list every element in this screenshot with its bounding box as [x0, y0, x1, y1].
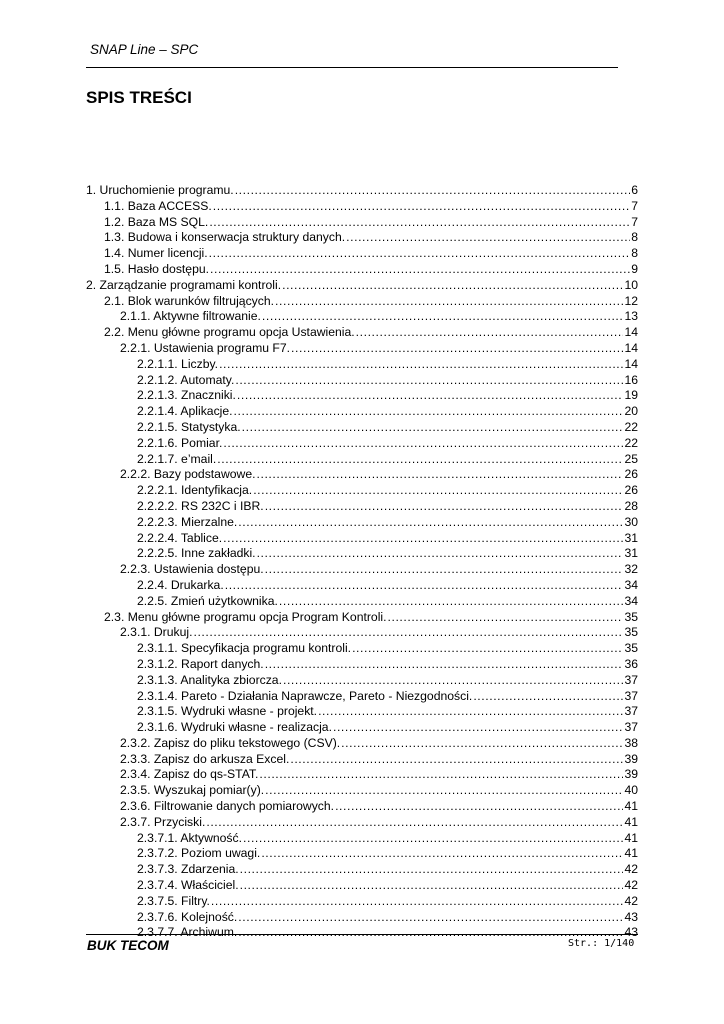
- toc-entry-title: 2.3.6. Filtrowanie danych pomiarowych.: [120, 799, 335, 814]
- toc-entry-page: 37: [624, 688, 638, 703]
- toc-entry[interactable]: [86, 783, 638, 799]
- toc-entry-page: 16: [624, 372, 638, 387]
- table-of-contents: [86, 183, 638, 941]
- toc-entry[interactable]: [86, 357, 638, 373]
- toc-dot-leader: [223, 531, 623, 547]
- toc-entry-title: 2.3.5. Wyszukaj pomiar(y).: [120, 783, 265, 798]
- toc-entry[interactable]: [86, 578, 638, 594]
- toc-dot-leader: [213, 199, 631, 215]
- toc-entry-title: 2.2.1.3. Znaczniki.: [137, 388, 236, 403]
- toc-entry-page: 42: [624, 862, 638, 877]
- toc-entry[interactable]: [86, 294, 638, 310]
- toc-entry-title: 1.2. Baza MS SQL.: [104, 214, 209, 229]
- toc-entry-page: 40: [624, 783, 638, 798]
- toc-dot-leader: [257, 467, 624, 483]
- toc-entry-title: 1. Uruchomienie programu.: [86, 183, 234, 197]
- toc-entry[interactable]: [86, 199, 638, 215]
- toc-entry-title: 1.4. Numer licencji.: [104, 246, 208, 261]
- toc-entry-page: 38: [624, 735, 638, 750]
- toc-entry-page: 35: [624, 609, 638, 624]
- toc-dot-leader: [318, 704, 623, 720]
- toc-entry-page: 37: [624, 720, 638, 735]
- toc-entry-page: 41: [624, 799, 638, 814]
- toc-entry-page: 39: [624, 751, 638, 766]
- toc-entry-page: 41: [624, 830, 638, 845]
- toc-entry-title: 1.3. Budowa i konserwacja struktury danych.: [104, 230, 346, 245]
- toc-entry[interactable]: [86, 862, 638, 878]
- toc-dot-leader: [211, 894, 624, 910]
- toc-dot-leader: [388, 610, 624, 626]
- toc-dot-leader: [473, 689, 623, 705]
- toc-entry-title: 2.2.5. Zmień użytkownika.: [137, 593, 278, 608]
- toc-dot-leader: [290, 752, 623, 768]
- toc-entry-page: 22: [624, 435, 638, 450]
- toc-entry-page: 31: [624, 546, 638, 561]
- toc-entry-page: 28: [624, 498, 638, 513]
- toc-entry-title: 2.3.7.4. Właściciel.: [137, 878, 239, 893]
- toc-entry-title: 2.1.1. Aktywne filtrowanie.: [120, 309, 261, 324]
- toc-entry-page: 22: [624, 419, 638, 434]
- toc-dot-leader: [240, 862, 624, 878]
- toc-dot-leader: [346, 230, 630, 246]
- toc-entry-title: 2.3.1.2. Raport danych.: [137, 656, 264, 671]
- toc-entry-title: 2.3.1.6. Wydruki własne - realizacja.: [137, 720, 332, 735]
- toc-entry-title: 2.2.2.5. Inne zakładki.: [137, 546, 256, 561]
- toc-dot-leader: [257, 546, 624, 562]
- toc-entry[interactable]: [86, 594, 638, 610]
- toc-entry[interactable]: [86, 215, 638, 231]
- toc-dot-leader: [219, 357, 623, 373]
- toc-entry-page: 14: [624, 340, 638, 355]
- toc-entry-title: 2.2.1.2. Automaty.: [137, 372, 235, 387]
- running-header-title: SNAP Line – SPC: [90, 42, 199, 57]
- toc-entry[interactable]: [86, 230, 638, 246]
- toc-entry-title: 2.2.1. Ustawienia programu F7.: [120, 340, 291, 355]
- toc-entry-page: 43: [624, 909, 638, 924]
- toc-dot-leader: [341, 736, 623, 752]
- toc-entry[interactable]: [86, 831, 638, 847]
- toc-entry[interactable]: [86, 689, 638, 705]
- toc-entry-page: 30: [624, 514, 638, 529]
- toc-dot-leader: [235, 183, 631, 199]
- toc-entry-page: 26: [624, 483, 638, 498]
- toc-entry-page: 14: [624, 356, 638, 371]
- toc-entry-title: 1.5. Hasło dostępu.: [104, 261, 210, 276]
- toc-dot-leader: [206, 815, 623, 831]
- toc-entry-title: 2.2.3. Ustawienia dostępu.: [120, 562, 264, 577]
- toc-dot-leader: [217, 452, 623, 468]
- toc-entry[interactable]: [86, 767, 638, 783]
- toc-dot-leader: [283, 673, 623, 689]
- toc-entry-page: 9: [631, 261, 638, 276]
- toc-entry[interactable]: [86, 373, 638, 389]
- toc-dot-leader: [225, 578, 624, 594]
- toc-dot-leader: [259, 767, 623, 783]
- toc-dot-leader: [238, 910, 623, 926]
- toc-entry-page: 6: [631, 183, 638, 197]
- toc-dot-leader: [253, 483, 623, 499]
- toc-entry-page: 12: [624, 293, 638, 308]
- toc-dot-leader: [352, 641, 623, 657]
- toc-entry-title: 2.2.1.6. Pomiar.: [137, 435, 223, 450]
- toc-dot-leader: [209, 246, 631, 262]
- toc-dot-leader: [265, 657, 624, 673]
- footer-company: BUK TECOM: [87, 938, 169, 953]
- toc-entry[interactable]: [86, 546, 638, 562]
- header-divider: [86, 67, 618, 68]
- toc-entry-title: 2.3.7. Przyciski.: [120, 814, 206, 829]
- toc-dot-leader: [333, 720, 623, 736]
- footer-divider: [86, 934, 638, 935]
- toc-entry-title: 2.3.7.1. Aktywność.: [137, 830, 243, 845]
- toc-entry[interactable]: [86, 625, 638, 641]
- toc-entry[interactable]: [86, 499, 638, 515]
- toc-entry-title: 2.2.2.1. Identyfikacja.: [137, 483, 253, 498]
- toc-entry[interactable]: [86, 325, 638, 341]
- toc-entry-title: 2.3.7.6. Kolejność.: [137, 909, 238, 924]
- toc-entry-title: 2.1. Blok warunków filtrujących.: [104, 293, 275, 308]
- toc-entry-title: 2.2.2. Bazy podstawowe.: [120, 467, 256, 482]
- toc-entry-title: 2.3.4. Zapisz do qs-STAT.: [120, 767, 259, 782]
- toc-entry-title: 2.3.3. Zapisz do arkusza Excel.: [120, 751, 290, 766]
- toc-entry-title: 2.3.1.5. Wydruki własne - projekt.: [137, 704, 318, 719]
- toc-entry-page: 35: [624, 641, 638, 656]
- toc-entry[interactable]: [86, 341, 638, 357]
- toc-entry[interactable]: [86, 657, 638, 673]
- toc-entry[interactable]: [86, 483, 638, 499]
- toc-entry-page: 39: [624, 767, 638, 782]
- toc-entry-title: 2.3.1. Drukuj.: [120, 625, 193, 640]
- toc-entry[interactable]: [86, 246, 638, 262]
- toc-entry[interactable]: [86, 720, 638, 736]
- toc-entry[interactable]: [86, 531, 638, 547]
- toc-entry-page: 31: [624, 530, 638, 545]
- toc-entry-title: 2.2.1.5. Statystyka.: [137, 419, 241, 434]
- page-title: SPIS TREŚCI: [86, 88, 192, 107]
- toc-entry[interactable]: [86, 878, 638, 894]
- toc-entry[interactable]: [86, 420, 638, 436]
- toc-dot-leader: [240, 878, 624, 894]
- toc-entry-title: 2.3.7.2. Poziom uwagi.: [137, 846, 261, 861]
- toc-entry-title: 2.2.1.7. e’mail.: [137, 451, 217, 466]
- toc-entry[interactable]: [86, 388, 638, 404]
- toc-entry-title: 2.3.7.5. Filtry.: [137, 893, 210, 908]
- toc-dot-leader: [265, 499, 624, 515]
- toc-entry[interactable]: [86, 562, 638, 578]
- toc-entry-page: 7: [631, 214, 638, 229]
- toc-entry[interactable]: [86, 815, 638, 831]
- toc-entry[interactable]: [86, 673, 638, 689]
- toc-dot-leader: [279, 594, 624, 610]
- toc-entry-page: 32: [624, 562, 638, 577]
- toc-entry-page: 19: [624, 388, 638, 403]
- toc-entry-page: 43: [624, 925, 638, 940]
- toc-dot-leader: [356, 325, 624, 341]
- toc-dot-leader: [291, 341, 623, 357]
- toc-entry-title: 2.2.1.4. Aplikacje.: [137, 404, 233, 419]
- toc-dot-leader: [282, 278, 623, 294]
- toc-dot-leader: [265, 562, 624, 578]
- toc-entry-page: 8: [631, 246, 638, 261]
- page-number: Str.: 1/140: [568, 938, 635, 949]
- toc-entry-title: 2.2.2.2. RS 232C i IBR.: [137, 498, 264, 513]
- toc-entry[interactable]: [86, 436, 638, 452]
- toc-entry-title: 2.3.1.4. Pareto - Działania Naprawcze, Pareto - Niezgodności.: [137, 688, 473, 703]
- toc-dot-leader: [235, 373, 623, 389]
- toc-entry-title: 2.3.2. Zapisz do pliku tekstowego (CSV).: [120, 735, 341, 750]
- toc-entry-page: 35: [624, 625, 638, 640]
- toc-entry-page: 41: [624, 814, 638, 829]
- toc-entry-title: 2.3.1.3. Analityka zbiorcza.: [137, 672, 282, 687]
- toc-entry[interactable]: [86, 704, 638, 720]
- toc-entry-page: 34: [624, 593, 638, 608]
- toc-dot-leader: [262, 309, 624, 325]
- toc-dot-leader: [193, 625, 623, 641]
- toc-entry-title: 2.3. Menu główne programu opcja Program Kontroli.: [104, 609, 387, 624]
- toc-entry[interactable]: [86, 894, 638, 910]
- toc-entry-page: 7: [631, 198, 638, 213]
- toc-dot-leader: [238, 515, 623, 531]
- toc-entry-page: 37: [624, 672, 638, 687]
- toc-entry-page: 10: [624, 277, 638, 292]
- toc-entry-title: 2.3.7.3. Zdarzenia.: [137, 862, 239, 877]
- toc-entry-title: 2. Zarządzanie programami kontroli.: [86, 277, 282, 292]
- toc-entry[interactable]: [86, 278, 638, 294]
- toc-entry[interactable]: [86, 752, 638, 768]
- toc-dot-leader: [237, 388, 624, 404]
- toc-dot-leader: [223, 436, 623, 452]
- toc-entry-title: 1.1. Baza ACCESS.: [104, 198, 212, 213]
- toc-dot-leader: [209, 215, 630, 231]
- toc-entry-title: 2.2.1.1. Liczby.: [137, 356, 219, 371]
- toc-entry-page: 13: [624, 309, 638, 324]
- toc-entry-title: 2.2.2.3. Mierzalne.: [137, 514, 238, 529]
- toc-entry-page: 14: [624, 325, 638, 340]
- toc-entry[interactable]: [86, 846, 638, 862]
- toc-entry[interactable]: [86, 467, 638, 483]
- toc-dot-leader: [234, 404, 624, 420]
- toc-dot-leader: [265, 783, 623, 799]
- toc-entry-page: 42: [624, 878, 638, 893]
- toc-entry[interactable]: [86, 799, 638, 815]
- toc-dot-leader: [243, 831, 623, 847]
- toc-entry[interactable]: [86, 641, 638, 657]
- toc-entry-page: 26: [624, 467, 638, 482]
- toc-entry-title: 2.2. Menu główne programu opcja Ustawienia.: [104, 325, 355, 340]
- toc-dot-leader: [261, 846, 623, 862]
- toc-dot-leader: [275, 294, 623, 310]
- toc-dot-leader: [335, 799, 623, 815]
- toc-entry-title: 2.2.2.4. Tablice.: [137, 530, 223, 545]
- toc-dot-leader: [210, 262, 630, 278]
- toc-entry-page: 34: [624, 577, 638, 592]
- toc-entry-title: 2.2.4. Drukarka.: [137, 577, 224, 592]
- toc-entry-page: 36: [624, 656, 638, 671]
- toc-entry-page: 42: [624, 893, 638, 908]
- toc-entry[interactable]: [86, 262, 638, 278]
- toc-entry-title: 2.3.1.1. Specyfikacja programu kontroli.: [137, 641, 352, 656]
- toc-entry-page: 8: [631, 230, 638, 245]
- toc-entry[interactable]: [86, 183, 638, 199]
- toc-entry[interactable]: [86, 910, 638, 926]
- toc-entry[interactable]: [86, 452, 638, 468]
- toc-entry[interactable]: [86, 736, 638, 752]
- toc-entry-page: 37: [624, 704, 638, 719]
- toc-entry[interactable]: [86, 309, 638, 325]
- toc-entry-page: 25: [624, 451, 638, 466]
- toc-entry-page: 20: [624, 404, 638, 419]
- toc-entry-page: 41: [624, 846, 638, 861]
- toc-entry[interactable]: [86, 404, 638, 420]
- toc-entry[interactable]: [86, 515, 638, 531]
- toc-entry[interactable]: [86, 610, 638, 626]
- toc-dot-leader: [242, 420, 624, 436]
- toc-entry-title: 2.3.7.7. Archiwum.: [137, 925, 238, 940]
